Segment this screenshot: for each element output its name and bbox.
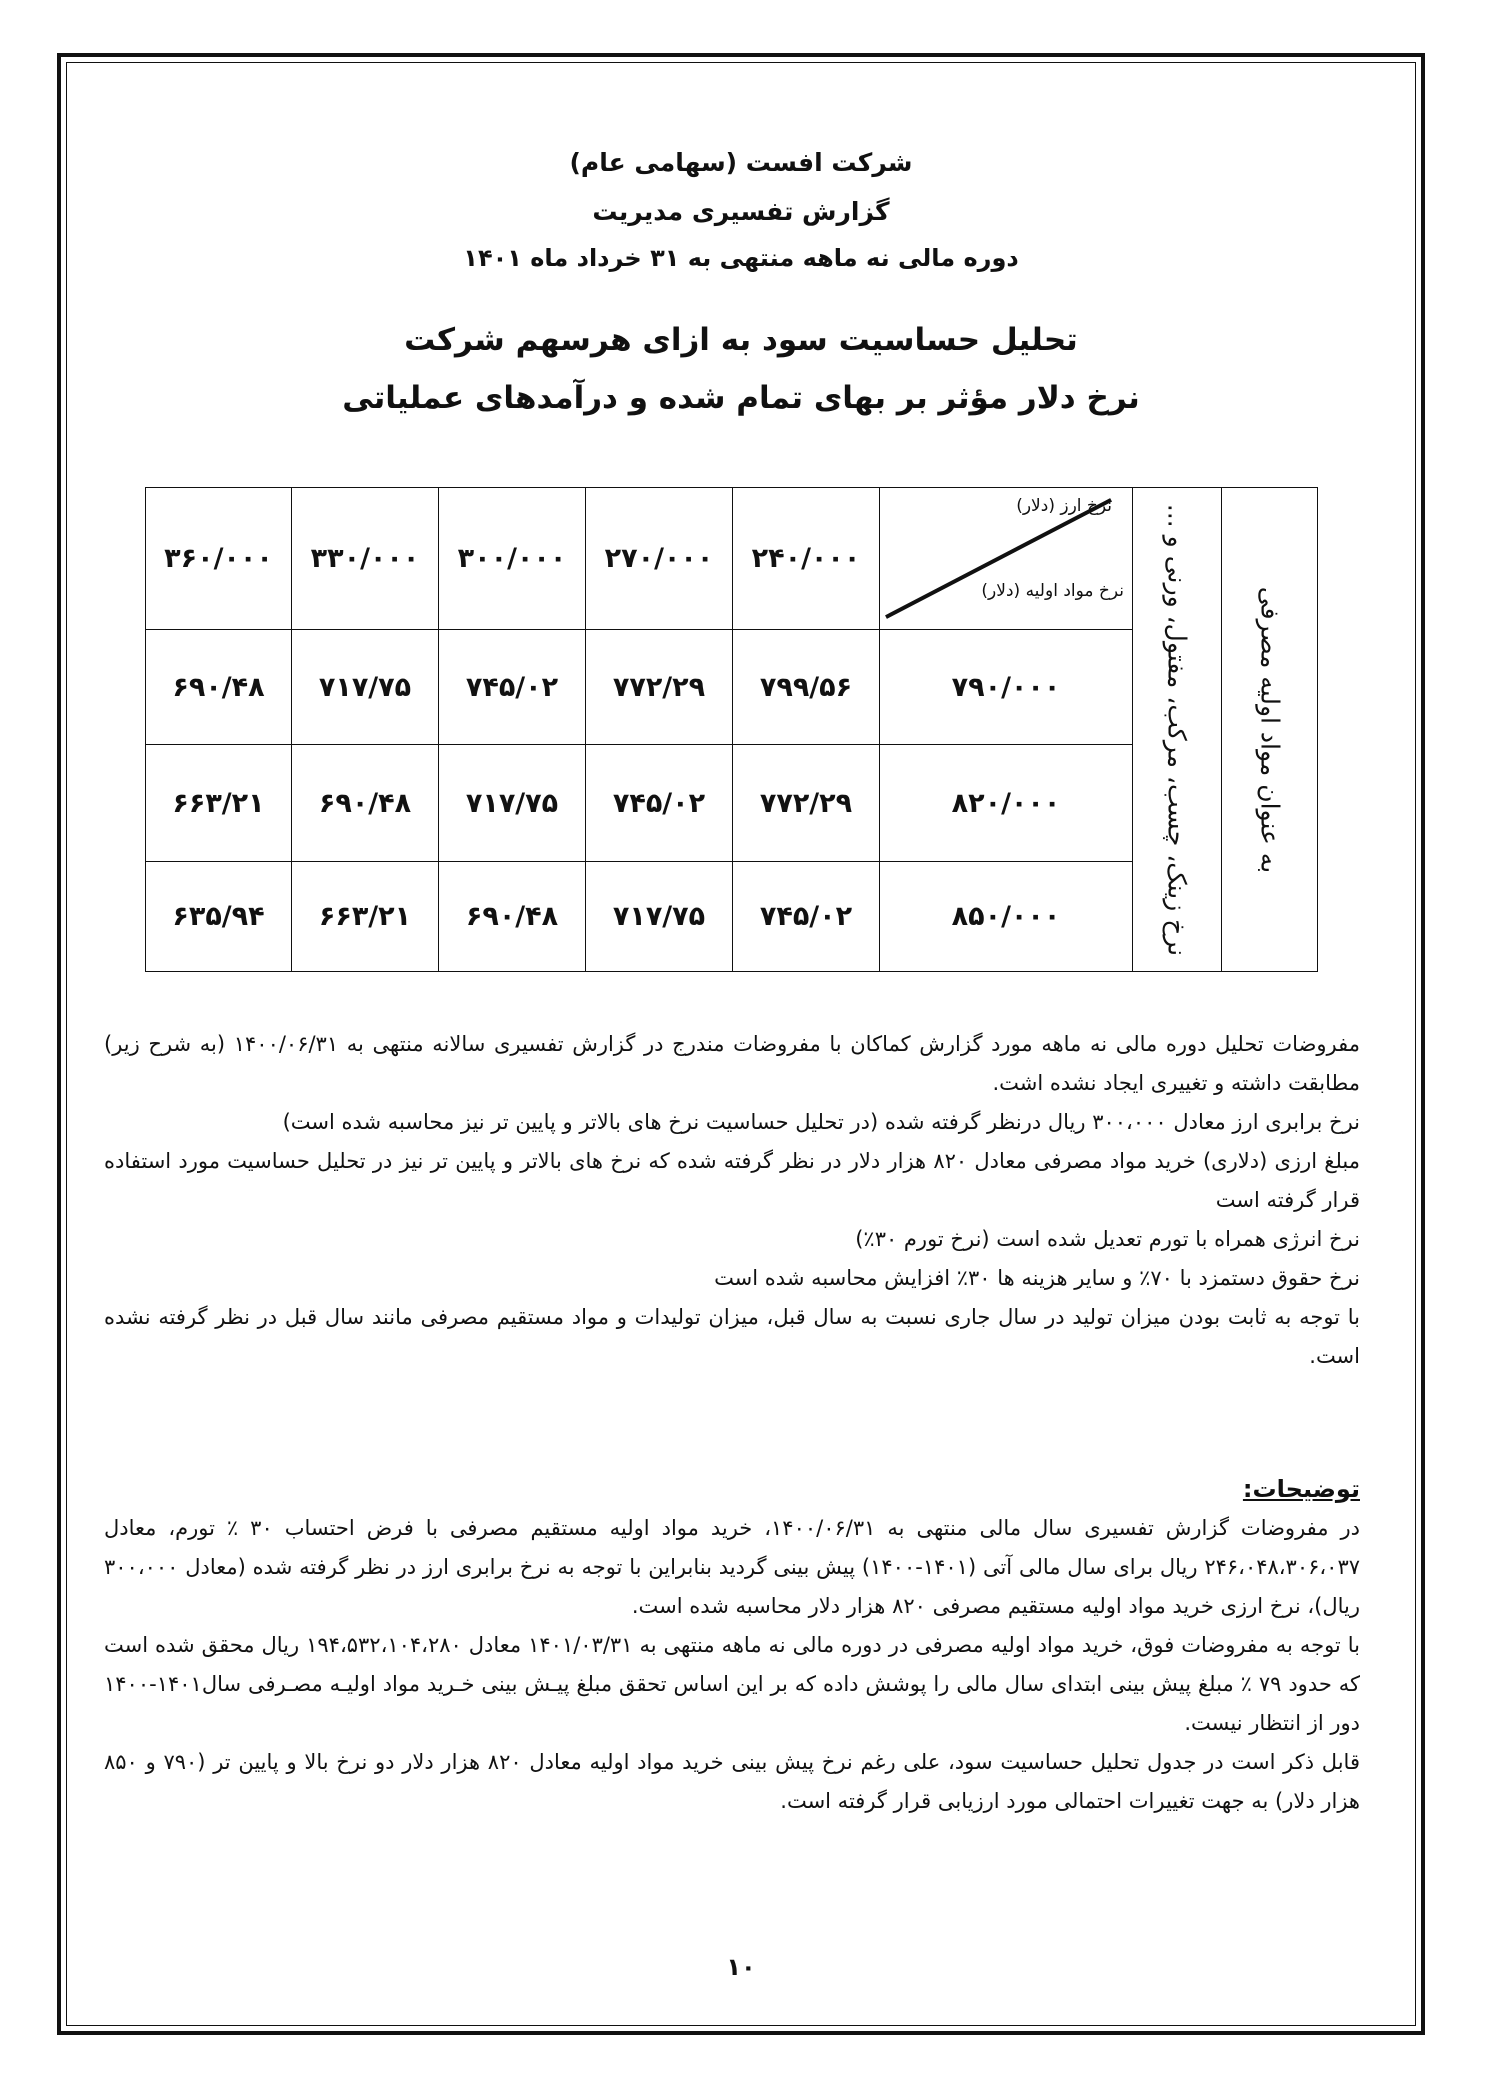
section-title-line2: نرخ دلار مؤثر بر بهای تمام شده و درآمدهای عملیاتی (342, 380, 1140, 416)
assumption-paragraph: نرخ انرژی همراه با تورم تعدیل شده است (نرخ تورم ۳۰٪) (855, 1227, 1360, 1251)
corner-label-material: نرخ مواد اولیه (دلار) (981, 581, 1124, 601)
col-header: ۲۴۰/۰۰۰ (733, 488, 880, 630)
row-label: ۸۲۰/۰۰۰ (880, 745, 1133, 862)
table-cell: ۷۴۵/۰۲ (586, 745, 733, 862)
table-cell: ۶۳۵/۹۴ (146, 862, 292, 972)
side-label-outer-cell (1222, 488, 1318, 972)
col-header: ۳۶۰/۰۰۰ (146, 488, 292, 630)
notes-section (104, 1470, 1360, 1821)
table-cell: ۷۹۹/۵۶ (733, 630, 880, 745)
notes-title: توضیحات: (1242, 1475, 1360, 1503)
table-cell: ۷۱۷/۷۵ (586, 862, 733, 972)
notes-paragraph: قابل ذکر است در جدول تحلیل حساسیت سود، علی رغم نرخ پیش بینی خرید مواد اولیه معادل ۸۲۰ هزار دلار دو نرخ بالا و پایین تر (۷۹۰ و ۸۵۰ هزار دلار) به جهت تغییرات احتمالی مورد ارزیابی قرار گرفته است. (104, 1750, 1360, 1813)
table-cell: ۶۹۰/۴۸ (146, 630, 292, 745)
report-name: گزارش تفسیری مدیریت (592, 197, 890, 226)
corner-label-currency: نرخ ارز (دلار) (1016, 496, 1112, 516)
assumption-paragraph: نرخ حقوق دستمزد با ۷۰٪ و سایر هزینه ها ۳۰٪ افزایش محاسبه شده است (714, 1266, 1360, 1290)
table-cell: ۷۷۲/۲۹ (586, 630, 733, 745)
assumptions-section (104, 1025, 1360, 1376)
table-cell: ۶۶۳/۲۱ (146, 745, 292, 862)
table-cell: ۶۶۳/۲۱ (292, 862, 439, 972)
section-title-line1: تحلیل حساسیت سود به ازای هرسهم شرکت (404, 322, 1078, 358)
side-label-outer: به عنوان مواد اولیه مصرفی (1255, 586, 1284, 873)
col-header: ۳۳۰/۰۰۰ (292, 488, 439, 630)
side-label-inner-cell (1133, 488, 1222, 972)
notes-paragraph: در مفروضات گزارش تفسیری سال مالی منتهی به ۱۴۰۰/۰۶/۳۱، خرید مواد اولیه مستقیم مصرفی با فرض احتساب ۳۰ ٪ تورم، معادل ۲۴۶،۰۴۸،۳۰۶،۰۳۷ ریال برای سال مالی آتی (۱۴۰۱-۱۴۰۰) پیش بینی گردید بنابراین با توجه به نرخ برابری ارز در نظر گرفته شده (معادل ۳۰۰،۰۰۰ ریال)، نرخ ارزی خرید مواد اولیه مستقیم مصرفی ۸۲۰ هزار دلار محاسبه شده است. (104, 1516, 1361, 1618)
table-cell: ۶۹۰/۴۸ (292, 745, 439, 862)
side-label-inner: نرخ زینک، چسب، مرکب، مفتول، ورنی و ... (1162, 503, 1192, 956)
table-cell: ۶۹۰/۴۸ (439, 862, 586, 972)
company-name: شرکت افست (سهامی عام) (569, 148, 913, 177)
row-label: ۸۵۰/۰۰۰ (880, 862, 1133, 972)
report-period: دوره مالی نه ماهه منتهی به ۳۱ خرداد ماه ۱۴۰۱ (463, 244, 1019, 272)
table-cell: ۷۱۷/۷۵ (292, 630, 439, 745)
table-cell: ۷۷۲/۲۹ (733, 745, 880, 862)
assumption-paragraph: مبلغ ارزی (دلاری) خرید مواد مصرفی معادل ۸۲۰ هزار دلار در نظر گرفته شده که نرخ های بالاتر و پایین تر نیز در تحلیل حساسیت مورد استفاده قرار گرفته است (104, 1149, 1360, 1212)
col-header: ۳۰۰/۰۰۰ (439, 488, 586, 630)
assumption-paragraph: نرخ برابری ارز معادل ۳۰۰،۰۰۰ ریال درنظر گرفته شده (در تحلیل حساسیت نرخ های بالاتر و پایین تر نیز محاسبه شده است) (282, 1110, 1360, 1134)
corner-header-cell (880, 488, 1133, 630)
row-label: ۷۹۰/۰۰۰ (880, 630, 1133, 745)
notes-paragraph: با توجه به مفروضات فوق، خرید مواد اولیه مصرفی در دوره مالی نه ماهه منتهی به ۱۴۰۱/۰۳/۳۱ معادل ۱۹۴،۵۳۲،۱۰۴،۲۸۰ ریال محقق شده است که حدود ۷۹ ٪ مبلغ پیش بینی ابتدای سال مالی را پوشش داده که بر این اساس تحقق مبلغ پیـش بینی خـرید مواد اولیـه مصـرفی سال۱۴۰۱-۱۴۰۰ دور از انتظار نیست. (104, 1633, 1361, 1735)
assumption-paragraph: با توجه به ثابت بودن میزان تولید در سال جاری نسبت به سال قبل، میزان تولیدات و مواد مستقیم مصرفی مانند سال قبل در نظر گرفته نشده است. (104, 1305, 1360, 1368)
table-cell: ۷۴۵/۰۲ (733, 862, 880, 972)
sensitivity-table (145, 487, 1318, 972)
page-number: ۱۰ (726, 1953, 756, 1981)
table-cell: ۷۱۷/۷۵ (439, 745, 586, 862)
col-header: ۲۷۰/۰۰۰ (586, 488, 733, 630)
assumption-paragraph: مفروضات تحلیل دوره مالی نه ماهه مورد گزارش کماکان با مفروضات مندرج در گزارش تفسیری سالانه منتهی به ۱۴۰۰/۰۶/۳۱ (به شرح زیر) مطابقت داشته و تغییری ایجاد نشده اشت. (104, 1032, 1360, 1095)
table-cell: ۷۴۵/۰۲ (439, 630, 586, 745)
